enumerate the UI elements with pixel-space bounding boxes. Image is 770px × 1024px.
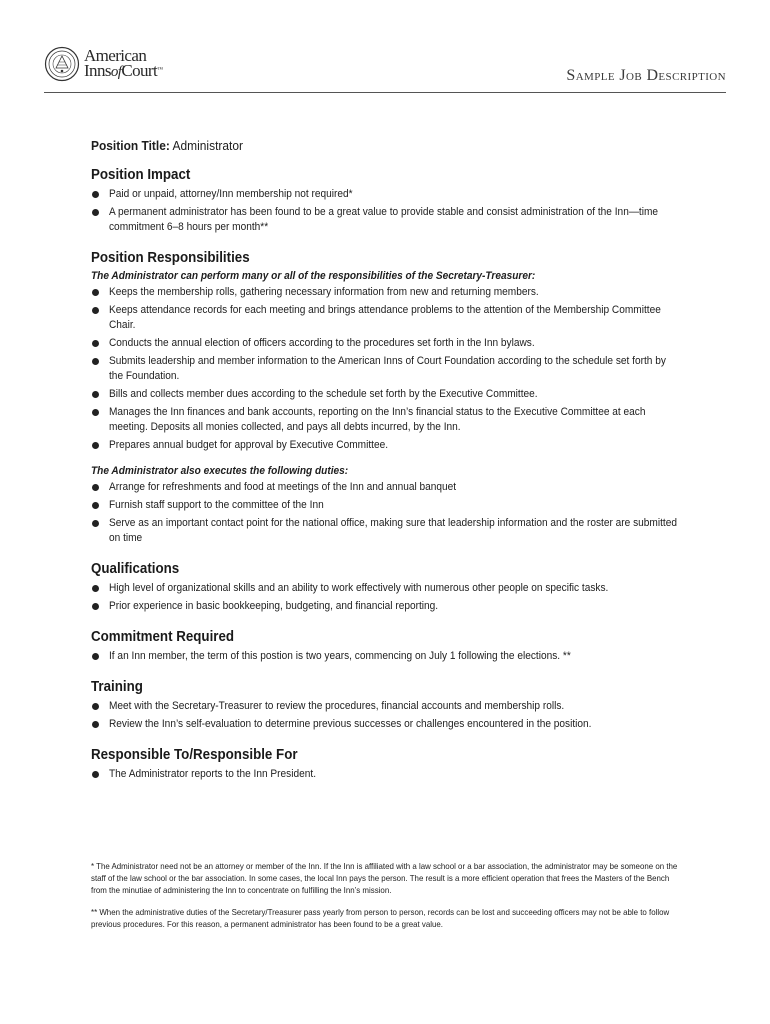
list-item: High level of organizational skills and an ability to work effectively with numerous other people on specific tasks. bbox=[91, 581, 679, 596]
list-item: Review the Inn’s self-evaluation to determine previous successes or challenges encountered in the position. bbox=[91, 717, 679, 732]
header-divider bbox=[44, 92, 726, 93]
section-responsible-to-for bbox=[91, 747, 671, 782]
list-item: Prior experience in basic bookkeeping, budgeting, and financial reporting. bbox=[91, 599, 679, 614]
bullet-list bbox=[91, 699, 671, 732]
bullet-list bbox=[91, 767, 671, 782]
list-item: Keeps the membership rolls, gathering necessary information from new and returning members. bbox=[91, 285, 679, 300]
list-item: Meet with the Secretary-Treasurer to review the procedures, financial accounts and membership rolls. bbox=[91, 699, 679, 714]
list-item: Bills and collects member dues according to the schedule set forth by the Executive Committee. bbox=[91, 387, 679, 402]
section-heading: Training bbox=[91, 679, 143, 695]
section-qualifications bbox=[91, 561, 671, 614]
logo-wordmark bbox=[84, 48, 162, 80]
position-title bbox=[91, 138, 625, 153]
page-header bbox=[44, 40, 726, 94]
section-position-responsibilities bbox=[91, 250, 677, 546]
list-item: Manages the Inn finances and bank accounts, reporting on the Inn’s financial status to the Executive Committee at each meeting. Deposits all monies collected, and pays all debts incurred, by the Inn. bbox=[91, 405, 679, 435]
section-heading: Position Responsibilities bbox=[91, 250, 250, 266]
list-item: Submits leadership and member information to the American Inns of Court Foundation according to the schedule set forth by the Foundation. bbox=[91, 354, 679, 384]
bullet-list bbox=[91, 649, 671, 664]
bullet-list bbox=[91, 581, 671, 614]
section-intro: The Administrator can perform many or all of the responsibilities of the Secretary-Treasurer: bbox=[91, 270, 536, 282]
list-item: Serve as an important contact point for the national office, making sure that leadership information and the roster are submitted on time bbox=[91, 516, 679, 546]
footnotes bbox=[91, 860, 681, 940]
footnote: ** When the administrative duties of the Secretary/Treasurer pass yearly from person to person, records can be lost and succeeding officers may not be able to follow previous procedures. For this reason, a permanent administrator has been found to be a great value. bbox=[91, 907, 670, 929]
list-item: The Administrator reports to the Inn President. bbox=[91, 767, 679, 782]
list-item: Keeps attendance records for each meeting and brings attendance problems to the attention of the Membership Committee Chair. bbox=[91, 303, 679, 333]
list-item: Conducts the annual election of officers according to the procedures set forth in the Inn bylaws. bbox=[91, 336, 679, 351]
list-item: Prepares annual budget for approval by Executive Committee. bbox=[91, 438, 679, 453]
section-commitment-required bbox=[91, 629, 671, 664]
bullet-list bbox=[91, 187, 671, 235]
list-item: If an Inn member, the term of this postion is two years, commencing on July 1 following the elections. ** bbox=[91, 649, 679, 664]
logo-word-court: Court bbox=[121, 61, 158, 80]
section-intro: The Administrator also executes the following duties: bbox=[91, 465, 349, 477]
position-title-label: Position Title: bbox=[91, 138, 170, 153]
inns-of-court-seal-icon bbox=[44, 46, 80, 82]
logo-word-inns: Inns bbox=[84, 61, 111, 80]
section-heading: Qualifications bbox=[91, 561, 180, 577]
list-item: A permanent administrator has been found to be a great value to provide stable and consist administration of the Inn—time commitment 6–8 hours per month** bbox=[91, 205, 679, 235]
document-type-label: Sample Job Description bbox=[566, 67, 726, 84]
list-item: Arrange for refreshments and food at meetings of the Inn and annual banquet bbox=[91, 480, 679, 495]
logo-word-of: of bbox=[110, 64, 122, 80]
bullet-list bbox=[91, 285, 671, 453]
list-item: Paid or unpaid, attorney/Inn membership not required* bbox=[91, 187, 679, 202]
section-heading: Commitment Required bbox=[91, 629, 235, 645]
section-training bbox=[91, 679, 671, 732]
section-heading: Responsible To/Responsible For bbox=[91, 747, 298, 763]
document-body bbox=[91, 138, 677, 797]
logo-line-american: American bbox=[84, 46, 147, 65]
logo-line-inns-of-court bbox=[84, 63, 162, 80]
section-position-impact bbox=[91, 167, 671, 235]
footnote: * The Administrator need not be an attorney or member of the Inn. If the Inn is affiliated with a law school or a bar association, the administrator may be someone on the staff of the law school or the bar association. In some cases, the local Inn pays the person. The result is a more efficient operation that frees the Masters of the Bench from the minutiae of administering the Inn to concentrate on fulfilling the Inn’s mission. bbox=[91, 861, 678, 895]
position-title-value: Administrator bbox=[172, 138, 243, 153]
section-heading: Position Impact bbox=[91, 167, 191, 183]
bullet-list bbox=[91, 480, 677, 546]
list-item: Furnish staff support to the committee of the Inn bbox=[91, 498, 679, 513]
trademark-mark: ™ bbox=[157, 67, 163, 73]
